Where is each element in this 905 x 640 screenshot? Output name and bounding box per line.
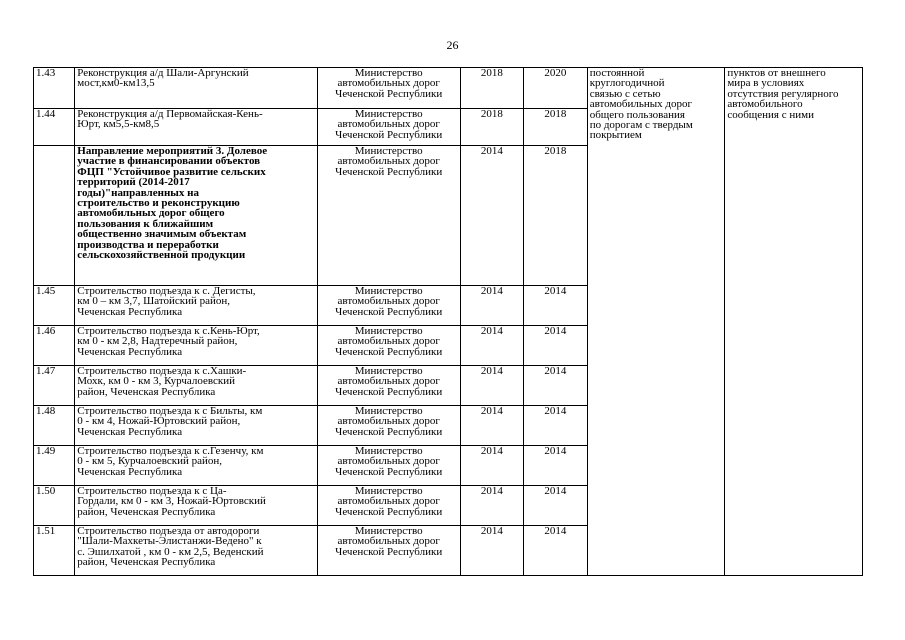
start-year-cell: 2014 — [480, 445, 503, 457]
executor-cell: Министерство автомобильных дорог Чеченской Республики — [335, 325, 443, 358]
end-year-cell: 2014 — [544, 445, 567, 457]
executor-cell: Министерство автомобильных дорог Чеченской Республики — [335, 108, 443, 141]
row-number: 1.51 — [36, 525, 56, 537]
end-year-cell: 2020 — [544, 67, 567, 79]
executor-cell: Министерство автомобильных дорог Чеченской Республики — [335, 285, 443, 318]
page-number: 26 — [446, 38, 459, 52]
row-number: 1.43 — [36, 67, 56, 79]
start-year-cell: 2018 — [480, 67, 503, 79]
measures-table — [33, 67, 863, 576]
start-year-cell: 2014 — [480, 405, 503, 417]
end-year-cell: 2014 — [544, 485, 567, 497]
table-row — [34, 68, 863, 109]
end-year-cell: 2014 — [544, 325, 567, 337]
start-year-cell: 2014 — [480, 365, 503, 377]
row-number: 1.50 — [36, 485, 56, 497]
measure-name: Строительство подъезда от автодороги "Шали-Махкеты-Элистанжи-Ведено" к с. Эшилхатой , км 0 - км 2,5, Веденский район, Чеченская Республика — [77, 525, 264, 569]
start-year-cell: 2018 — [480, 108, 503, 120]
executor-cell: Министерство автомобильных дорог Чеченской Республики — [335, 145, 443, 178]
start-year-cell: 2014 — [480, 525, 503, 537]
row-number: 1.48 — [36, 405, 56, 417]
row-number: 1.49 — [36, 445, 56, 457]
row-number: 1.45 — [36, 285, 56, 297]
executor-cell: Министерство автомобильных дорог Чеченской Республики — [335, 525, 443, 558]
start-year-cell: 2014 — [480, 145, 503, 157]
end-year-cell: 2018 — [544, 145, 567, 157]
start-year-cell: 2014 — [480, 325, 503, 337]
executor-cell: Министерство автомобильных дорог Чеченской Республики — [335, 445, 443, 478]
row-number: 1.47 — [36, 365, 56, 377]
row-number: 1.44 — [36, 108, 56, 120]
end-year-cell: 2014 — [544, 285, 567, 297]
measure-name: Строительство подъезда к с. Дегисты, км 0 – км 3,7, Шатойский район, Чеченская Республика — [77, 285, 256, 318]
start-year-cell: 2014 — [480, 285, 503, 297]
row-number: 1.46 — [36, 325, 56, 337]
start-year-cell: 2014 — [480, 485, 503, 497]
measure-name: Строительство подъезда к с.Хашки- Мохк, км 0 - км 3, Курчалоевский район, Чеченская Республика — [77, 365, 247, 398]
measure-name: Строительство подъезда к с Ца- Гордали, км 0 - км 3, Ножай-Юртовский район, Чеченская Республика — [77, 485, 266, 518]
table-body — [34, 68, 863, 576]
executor-cell: Министерство автомобильных дорог Чеченской Республики — [335, 365, 443, 398]
end-year-cell: 2014 — [544, 405, 567, 417]
measure-name: Реконструкция а/д Первомайская-Кень- Юрт, км5,5-км8,5 — [77, 108, 263, 131]
measure-name: Строительство подъезда к с.Кень-Юрт, км 0 - км 2,8, Надтеречный район, Чеченская Республика — [77, 325, 260, 358]
end-year-cell: 2018 — [544, 108, 567, 120]
executor-cell: Министерство автомобильных дорог Чеченской Республики — [335, 485, 443, 518]
end-year-cell: 2014 — [544, 525, 567, 537]
expected-result-text: постоянной круглогодичной связью с сетью автомобильных дорог общего пользования по дорогам с твердым покрытием — [589, 67, 693, 142]
executor-cell: Министерство автомобильных дорог Чеченской Республики — [335, 67, 443, 100]
indicator-text: пунктов от внешнего мира в условиях отсутствия регулярного автомобильного сообщения с ними — [727, 67, 839, 121]
end-year-cell: 2014 — [544, 365, 567, 377]
measure-name: Строительство подъезда к с.Гезенчу, км 0 - км 5, Курчалоевский район, Чеченская Республика — [77, 445, 264, 478]
measure-name: Строительство подъезда к с Бильты, км 0 - км 4, Ножай-Юртовский район, Чеченская Республика — [77, 405, 263, 438]
section-heading: Направление мероприятий 3. Долевое участие в финансировании объектов ФЦП "Устойчивое развитие сельских территорий (2014-2017 годы)"направленных на строительство и реконструкцию автомобильных дорог общего пользования к ближайшим общественно значимым объектам производства и переработки сельскохозяйственной продукции — [77, 145, 268, 262]
executor-cell: Министерство автомобильных дорог Чеченской Республики — [335, 405, 443, 438]
measure-name: Реконструкция а/д Шали-Аргунский мост,км0-км13,5 — [77, 67, 249, 90]
